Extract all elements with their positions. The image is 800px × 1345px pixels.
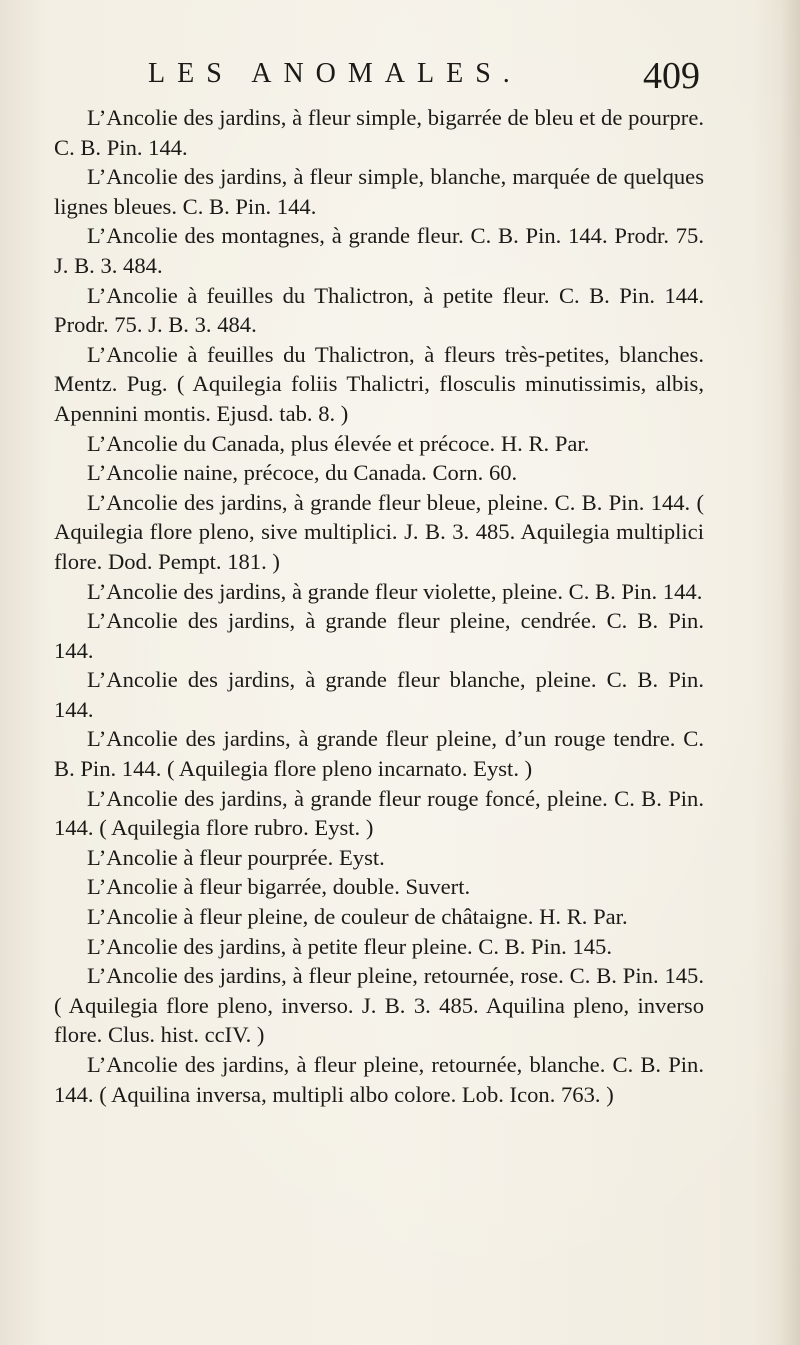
page-body (54, 103, 704, 1109)
entry-1: L’Ancolie des jardins, à fleur simple, bigarrée de bleu et de pourpre. C. B. Pin. 144. (54, 105, 704, 160)
entry-15: L’Ancolie à fleur bigarrée, double. Suvert. (87, 874, 471, 900)
entry-13: L’Ancolie des jardins, à grande fleur rouge foncé, pleine. C. B. Pin. 144. ( Aquilegia flore rubro. Eyst. ) (54, 785, 704, 841)
entry-2: L’Ancolie des jardins, à fleur simple, blanche, marquée de quelques lignes bleues. C. B. Pin. 144. (54, 164, 704, 219)
entry-10: L’Ancolie des jardins, à grande fleur pleine, cendrée. C. B. Pin. 144. (54, 608, 704, 663)
entry-17: L’Ancolie des jardins, à petite fleur pleine. C. B. Pin. 145. (87, 933, 612, 959)
page-header (140, 52, 700, 102)
entry-7: L’Ancolie naine, précoce, du Canada. Corn. 60. (87, 460, 518, 486)
entry-3: L’Ancolie des montagnes, à grande fleur. C. B. Pin. 144. Prodr. 75. J. B. 3. 484. (54, 223, 704, 278)
entry-19: L’Ancolie des jardins, à fleur pleine, retournée, blanche. C. B. Pin. 144. ( Aquilina inversa, multipli albo colore. Lob. Icon. 763. ) (54, 1052, 704, 1107)
entry-16: L’Ancolie à fleur pleine, de couleur de châtaigne. H. R. Par. (87, 904, 628, 930)
entry-12: L’Ancolie des jardins, à grande fleur pleine, d’un rouge tendre. C. B. Pin. 144. ( Aquilegia flore pleno incarnato. Eyst. ) (54, 726, 704, 782)
entry-18: L’Ancolie des jardins, à fleur pleine, retournée, rose. C. B. Pin. 145. ( Aquilegia flore pleno, inverso. J. B. 3. 485. Aquilina pleno, inverso flore. Clus. hist. ccIV. ) (54, 963, 704, 1048)
entry-9: L’Ancolie des jardins, à grande fleur violette, pleine. C. B. Pin. 144. (87, 578, 703, 604)
entry-4: L’Ancolie à feuilles du Thalictron, à petite fleur. C. B. Pin. 144. Prodr. 75. J. B. 3. 484. (54, 282, 704, 338)
entry-5: L’Ancolie à feuilles du Thalictron, à fleurs très-petites, blanches. Mentz. Pug. ( Aquilegia foliis Thalictri, flosculis minutissimis, albis, Apennini montis. Ejusd. tab. 8. ) (54, 341, 704, 426)
entry-11: L’Ancolie des jardins, à grande fleur blanche, pleine. C. B. Pin. 144. (54, 667, 704, 722)
entry-8: L’Ancolie des jardins, à grande fleur bleue, pleine. C. B. Pin. 144. ( Aquilegia flore pleno, sive multiplici. J. B. 3. 485. Aquilegia multiplici flore. Dod. Pempt. 181. ) (54, 489, 704, 574)
entry-6: L’Ancolie du Canada, plus élevée et précoce. H. R. Par. (87, 430, 590, 456)
running-head: LES ANOMALES. (148, 58, 522, 89)
page-edge-shadow (780, 0, 800, 1345)
page-number: 409 (643, 55, 700, 97)
entry-14: L’Ancolie à fleur pourprée. Eyst. (87, 844, 385, 870)
